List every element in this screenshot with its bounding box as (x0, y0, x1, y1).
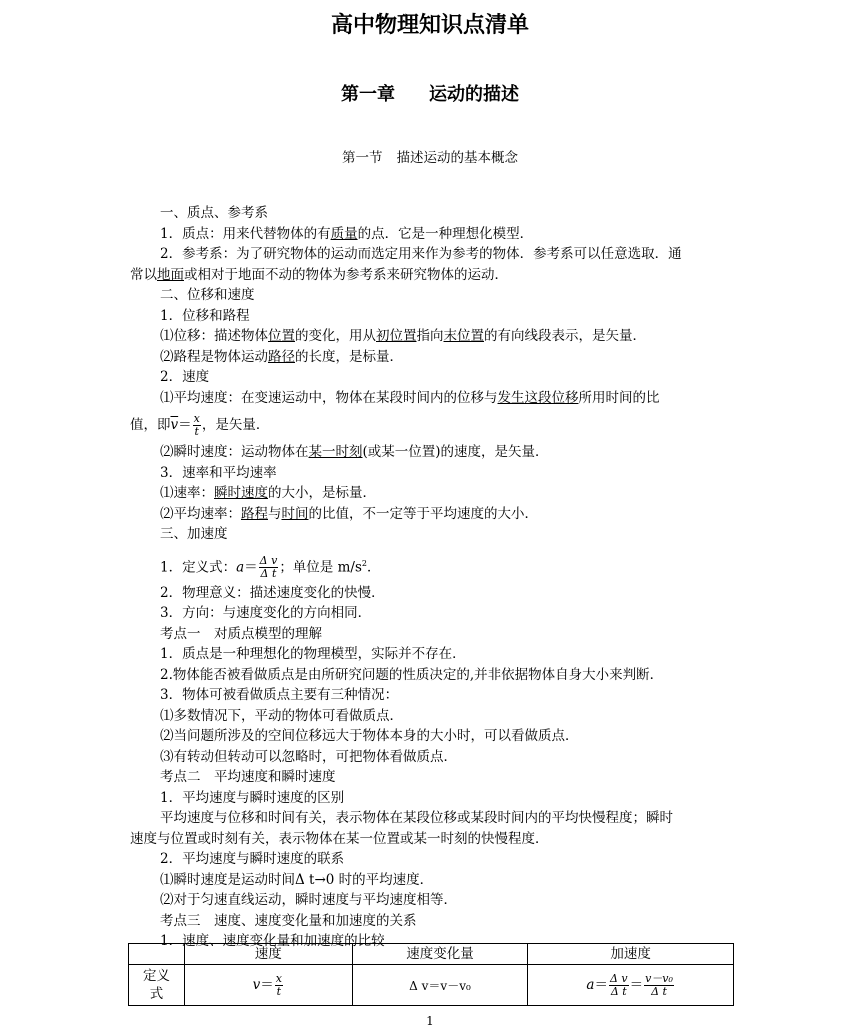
underlined-term: 路程 (241, 505, 268, 522)
table-header-cell: 加速度 (528, 944, 734, 965)
paragraph: ⑵瞬时速度：运动物体在某一时刻(或某一位置)的速度，是矢量． (160, 444, 549, 460)
paragraph: 3．物体可被看做质点主要有三种情况： (160, 687, 399, 703)
paragraph: ⑴瞬时速度是运动时间Δ t→0 时的平均速度． (160, 871, 434, 888)
comparison-table (128, 943, 734, 1006)
paragraph: ⑴平均速度：在变速运动中，物体在某段时间内的位移与发生这段位移所用时间的比 (160, 389, 660, 406)
paragraph: 平均速度与位移和时间有关，表示物体在某段位移或某段时间内的平均快慢程度；瞬时 (160, 810, 673, 826)
underlined-term: 末位置 (443, 328, 484, 344)
chapter-heading (0, 80, 860, 106)
paragraph: ⑵平均速率：路程与时间的比值，不一定等于平均速度的大小． (160, 505, 538, 522)
fraction-dv-over-dt: $\frac{\text{Δ v}}{\text{Δ t}}$ (259, 554, 278, 580)
row-label-cell: 定义式 (129, 965, 185, 1006)
paragraph: 2.物体能否被看做质点是由所研究问题的性质决定的,并非依据物体自身大小来判断． (160, 666, 664, 683)
paragraph: 3．方向：与速度变化的方向相同． (160, 605, 372, 621)
table-header-cell: 速度变化量 (352, 944, 528, 965)
subheading: 1．速度、速度变化量和加速度的比较 (160, 933, 385, 949)
paragraph: ⑵路程是物体运动路径的长度，是标量． (160, 348, 403, 365)
paragraph: 2．物理意义：描述速度变化的快慢． (160, 584, 385, 601)
underlined-term: 某一时刻 (308, 444, 363, 460)
underlined-term: 时间 (281, 505, 309, 522)
subheading: 2．速度 (160, 369, 210, 385)
section-name: 描述运动的基本概念 (396, 150, 518, 166)
paragraph-continuation: 值，即$\overline{v}=$ $\frac{x}{t}$ ，是矢量． (130, 412, 270, 438)
acceleration-definition-cell: a＝ $\frac{\text{Δ v}}{\text{Δ t}}$ ＝ $\frac{\text{v－v₀}}{\text{Δ t}}$ (528, 965, 734, 1006)
heading-acceleration: 三、加速度 (160, 526, 228, 542)
paragraph-definition: 1．定义式：a＝ $\frac{\text{Δ v}}{\text{Δ t}}$ ；单位是 $m/s^2$． (160, 554, 381, 580)
paragraph: ⑵对于匀速直线运动，瞬时速度与平均速度相等． (160, 892, 457, 908)
paragraph-continuation: 速度与位置或时刻有关，表示物体在某一位置或某一时刻的快慢程度． (130, 830, 549, 847)
subheading: 3．速率和平均速率 (160, 464, 277, 481)
table-row (129, 965, 734, 1006)
chapter-name: 运动的描述 (429, 84, 519, 105)
table-header-row (129, 944, 734, 965)
paragraph: ⑴位移：描述物体位置的变化，用从初位置指向末位置的有向线段表示，是矢量． (160, 328, 646, 344)
heading-key-point-1: 考点一 对质点模型的理解 (160, 625, 322, 642)
velocity-definition-cell: v＝ $\frac{x}{t}$ (184, 965, 352, 1006)
subheading: 1．位移和路程 (160, 307, 250, 324)
heading-key-point-3: 考点三 速度、速度变化量和加速度的关系 (160, 912, 417, 929)
underlined-term: 地面 (157, 266, 184, 283)
paragraph: ⑵当问题所涉及的空间位移远大于物体本身的大小时，可以看做质点． (160, 728, 579, 744)
paragraph: 1．质点：用来代替物体的有质量的点．它是一种理想化模型． (160, 225, 534, 242)
section-number: 第一节 (342, 150, 383, 166)
doc-title: 高中物理知识点清单 (330, 12, 529, 38)
underlined-term: 瞬时速度 (214, 485, 268, 501)
underlined-term: 路径 (268, 348, 295, 365)
document-body (130, 203, 735, 952)
chapter-number: 第一章 (341, 84, 395, 105)
paragraph: 1．质点是一种理想化的物理模型，实际并不存在． (160, 646, 466, 662)
table-corner-cell (129, 944, 185, 965)
underlined-term: 位置 (268, 328, 295, 344)
heading-displacement-velocity: 二、位移和速度 (160, 287, 255, 303)
fraction-x-over-t: $\frac{x}{t}$ (193, 412, 200, 438)
velocity-change-definition-cell: Δ v＝v－v₀ (352, 965, 528, 1006)
table-header-cell: 速度 (184, 944, 352, 965)
underlined-term: 初位置 (376, 328, 417, 344)
underlined-term: 发生这段位移 (497, 389, 579, 406)
subheading: 2．平均速度与瞬时速度的联系 (160, 851, 345, 867)
subheading: 1．平均速度与瞬时速度的区别 (160, 789, 345, 806)
section-heading (0, 146, 860, 166)
paragraph: ⑶有转动但转动可以忽略时，可把物体看做质点． (160, 748, 457, 765)
heading-particle-reference: 一、质点、参考系 (160, 205, 268, 221)
paragraph: ⑴速率：瞬时速度的大小，是标量． (160, 485, 376, 501)
paragraph: 2．参考系：为了研究物体的运动而选定用来作为参考的物体．参考系可以任意选取．通 (160, 246, 682, 262)
underlined-term: 质量 (330, 225, 358, 242)
heading-key-point-2: 考点二 平均速度和瞬时速度 (160, 769, 336, 785)
avg-velocity-symbol: $\overline{v}$ (170, 417, 179, 433)
page-number: 1 (426, 1014, 434, 1028)
paragraph: ⑴多数情况下，平动的物体可看做质点． (160, 707, 403, 724)
paragraph-continuation: 常以地面或相对于地面不动的物体为参考系来研究物体的运动． (130, 266, 508, 283)
